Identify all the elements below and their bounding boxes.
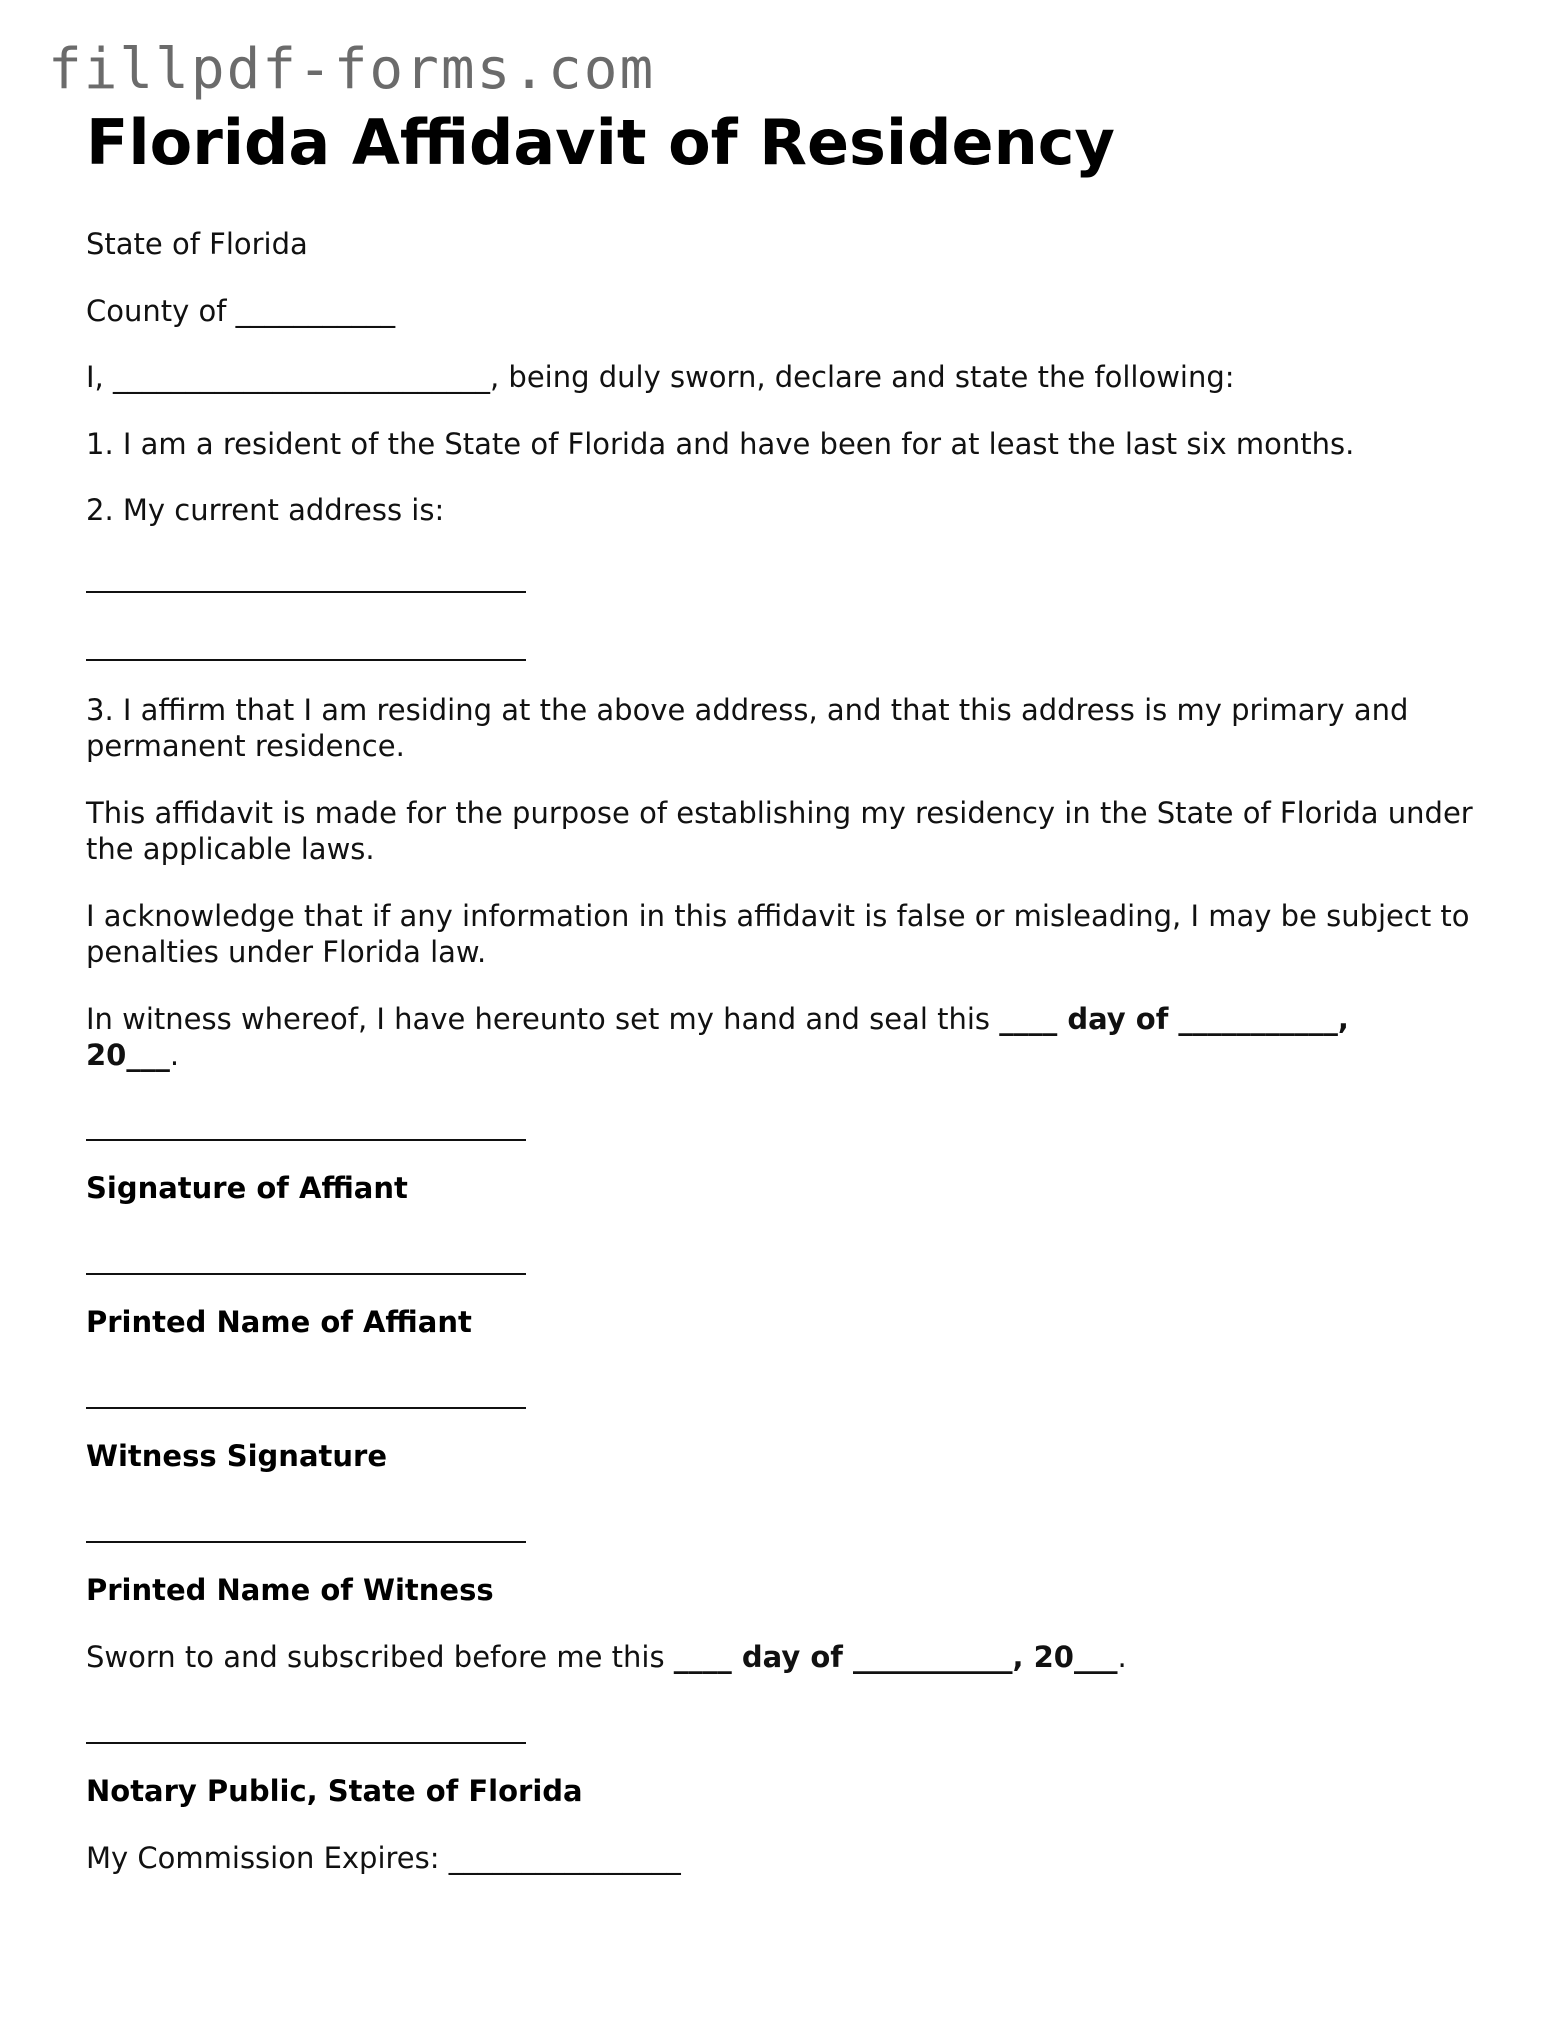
witness-day-of: day of <box>1057 1002 1179 1036</box>
witness-month-blank: ___________, <box>1178 1002 1349 1036</box>
intro-line: I, __________________________, being duly sworn, declare and state the following: <box>86 360 1235 394</box>
affiant-signature-label: Signature of Affiant <box>86 1171 408 1205</box>
witness-signature-line <box>86 1407 526 1409</box>
sworn-clause-lead: Sworn to and subscribed before me this <box>86 1640 674 1674</box>
watermark: fillpdf-forms.com <box>48 37 656 102</box>
notary-label: Notary Public, State of Florida <box>86 1774 583 1808</box>
sworn-day-of: day of <box>731 1640 853 1674</box>
affiant-signature-line <box>86 1139 526 1141</box>
notary-signature-line <box>86 1742 526 1744</box>
state-line: State of Florida <box>86 227 308 261</box>
witness-clause-end: . <box>169 1038 180 1072</box>
address-line-1 <box>86 591 526 593</box>
witness-day-blank: ____ <box>999 1002 1058 1036</box>
item-1: 1. I am a resident of the State of Florida and have been for at least the last six months. <box>86 427 1355 461</box>
document-title: Florida Affidavit of Residency <box>86 106 1115 179</box>
item-2: 2. My current address is: <box>86 493 445 527</box>
witness-printed-label: Printed Name of Witness <box>86 1573 494 1607</box>
item-3: 3. I affirm that I am residing at the above address, and that this address is my primary and permanent residence. <box>86 693 1409 763</box>
purpose-paragraph: This affidavit is made for the purpose of establishing my residency in the State of Florida under the applicable laws. <box>86 796 1473 866</box>
acknowledge-paragraph: I acknowledge that if any information in this affidavit is false or misleading, I may be subject to penalties under Florida law. <box>86 899 1470 969</box>
witness-clause <box>86 1001 1486 1073</box>
affiant-printed-label: Printed Name of Affiant <box>86 1305 472 1339</box>
witness-signature-label: Witness Signature <box>86 1439 388 1473</box>
sworn-clause-end: . <box>1117 1640 1127 1674</box>
sworn-clause <box>86 1639 1127 1675</box>
commission-expires-line: My Commission Expires: ________________ <box>86 1841 681 1875</box>
county-line: County of ___________ <box>86 294 396 328</box>
sworn-month-year-blank: ___________, 20___ <box>852 1640 1118 1674</box>
witness-printed-line <box>86 1541 526 1543</box>
sworn-day-blank: ____ <box>673 1640 732 1674</box>
address-line-2 <box>86 659 526 661</box>
affiant-printed-line <box>86 1273 526 1275</box>
witness-year: 20___ <box>86 1038 170 1072</box>
witness-clause-lead: In witness whereof, I have hereunto set my hand and seal this <box>86 1002 1000 1036</box>
